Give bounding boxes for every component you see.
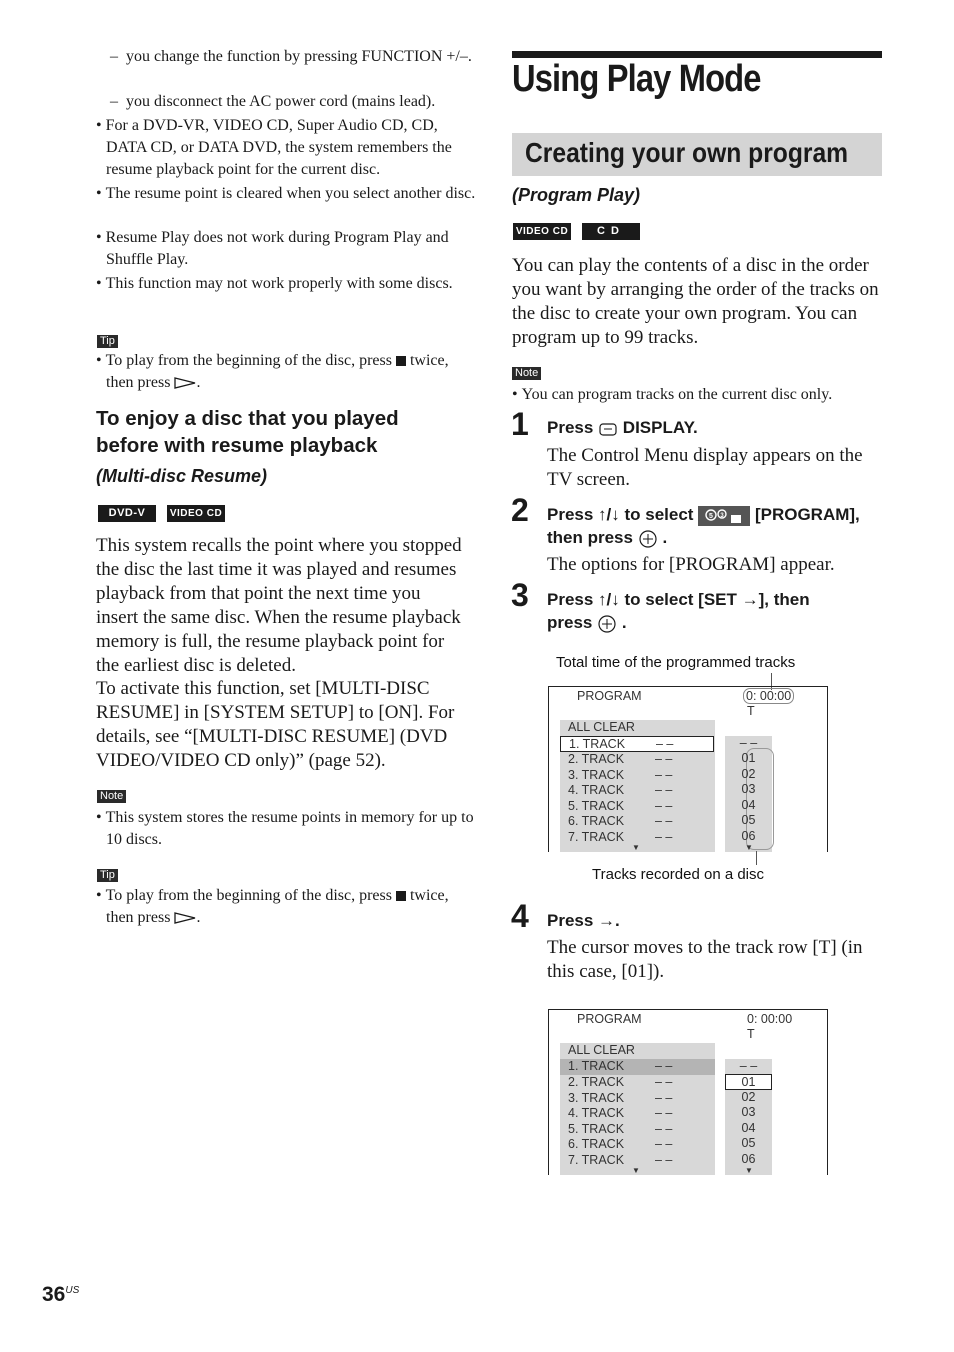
track-dash: – – xyxy=(655,752,673,766)
track-label: 4. TRACK xyxy=(568,1106,625,1120)
step-heading-text: [PROGRAM], xyxy=(754,505,860,524)
track-row[interactable] xyxy=(568,799,713,815)
tip-text: • To play from the beginning of the disc, press twice, then press . xyxy=(96,352,449,391)
track-number[interactable]: 03 xyxy=(741,782,756,796)
dash-item-text: you disconnect the AC power cord (mains lead). xyxy=(126,93,436,110)
track-number[interactable]: 05 xyxy=(741,813,756,827)
track-row[interactable] xyxy=(568,1075,713,1091)
paragraph: To activate this function, set [MULTI-DISC RESUME] in [SYSTEM SETUP] to [ON]. For details, see “[MULTI-DISC RESUME] (DVD VIDEO/VIDEO CD only)” (page 52). xyxy=(96,678,455,771)
track-number[interactable]: 03 xyxy=(741,1105,756,1119)
track-dash: – – xyxy=(655,767,673,782)
stop-icon xyxy=(396,356,406,366)
note-text: • You can program tracks on the current disc only. xyxy=(512,386,833,403)
bullet-text: Resume Play does not work during Program Play and Shuffle Play. xyxy=(105,229,449,268)
track-row[interactable] xyxy=(568,768,713,784)
track-number[interactable]: 02 xyxy=(741,1089,756,1104)
track-dash: – – xyxy=(655,1059,673,1073)
scroll-down-icon[interactable]: ▼ xyxy=(745,1166,753,1175)
track-dash: – – xyxy=(655,798,673,813)
step-heading: Press ↑/↓ to select 5 3 [PROGRAM], then press . xyxy=(547,505,860,547)
stop-icon xyxy=(396,891,406,901)
track-number[interactable]: 04 xyxy=(741,797,756,812)
video-cd-badge: VIDEO CD xyxy=(513,223,571,240)
callout-line xyxy=(756,851,757,865)
page-title: Using Play Mode xyxy=(512,58,761,100)
section-subtitle: (Multi-disc Resume) xyxy=(96,466,268,486)
track-list-panel xyxy=(560,1043,715,1175)
track-list-panel xyxy=(560,720,715,852)
step-heading xyxy=(547,416,887,439)
note-text-body: You can program tracks on the current disc only. xyxy=(521,386,833,403)
track-number[interactable]: 05 xyxy=(741,1136,756,1150)
bullet-item: • For a DVD-VR, VIDEO CD, Super Audio CD, CD, DATA CD, or DATA DVD, the system remembers the resume playback point for the current disc. xyxy=(96,117,452,178)
step-text: The Control Menu display appears on the TV screen. xyxy=(547,445,863,490)
track-dash: – – xyxy=(655,829,673,844)
note-label: Note xyxy=(512,367,541,380)
page-number xyxy=(42,1283,79,1307)
program-screen xyxy=(548,686,828,852)
dash-item-text: you change the function by pressing FUNCTION +/–. xyxy=(126,48,472,65)
tip-text: • To play from the beginning of the disc, press twice, then press . xyxy=(96,887,449,926)
page-number-suffix: US xyxy=(65,1285,80,1296)
step-heading-text: press xyxy=(547,613,593,632)
track-row[interactable] xyxy=(568,1122,713,1138)
paragraph: This system recalls the point where you stopped the disc the last time it was played and resumes playback from that point the next time you insert the same disc. When the resume playback memory is full, the resume playback point for the earliest disc is deleted. xyxy=(96,535,462,676)
track-label: 1. TRACK xyxy=(569,737,626,751)
track-label: 5. TRACK xyxy=(568,798,625,813)
track-dash: – – xyxy=(655,1090,673,1105)
tip-text-b: twice, then press xyxy=(106,352,449,391)
screen-title: PROGRAM xyxy=(577,689,642,703)
track-row[interactable] xyxy=(568,752,713,768)
track-label: 4. TRACK xyxy=(568,783,625,797)
scroll-down-icon[interactable]: ▼ xyxy=(745,843,753,852)
total-time: 0: 00:00 xyxy=(743,688,794,704)
track-row-highlighted[interactable] xyxy=(560,1059,715,1075)
track-dash: – – xyxy=(655,1121,673,1136)
step-number: 1 xyxy=(511,406,529,442)
play-icon xyxy=(174,377,196,389)
all-clear-row[interactable] xyxy=(568,1043,713,1059)
track-number[interactable]: 06 xyxy=(741,1151,756,1166)
bullet-text: For a DVD-VR, VIDEO CD, Super Audio CD, CD, DATA CD, or DATA DVD, the system remembers the resume playback point for the current disc. xyxy=(105,117,452,178)
all-clear-label: ALL CLEAR xyxy=(568,1043,635,1057)
track-label: 3. TRACK xyxy=(568,1090,625,1105)
track-number[interactable]: 04 xyxy=(741,1120,756,1135)
video-cd-badge: VIDEO CD xyxy=(167,505,225,522)
display-button-icon xyxy=(598,421,618,437)
track-label: 7. TRACK xyxy=(568,829,625,844)
track-dash: – – xyxy=(655,814,673,828)
program-menu-icon xyxy=(698,506,750,526)
total-time: 0: 00:00 xyxy=(747,1012,793,1026)
tip-text-b: twice, then press xyxy=(106,887,449,926)
track-dash: – – xyxy=(655,1137,673,1151)
scroll-down-icon[interactable]: ▼ xyxy=(632,843,640,852)
step-heading: Press →. xyxy=(547,911,620,930)
note-text-body: This system stores the resume points in memory for up to 10 discs. xyxy=(105,809,474,848)
track-label: 1. TRACK xyxy=(568,1059,625,1073)
track-label: 6. TRACK xyxy=(568,1137,625,1151)
screen-title: PROGRAM xyxy=(577,1012,642,1026)
track-row[interactable] xyxy=(568,1091,713,1107)
disc-track-panel xyxy=(725,1059,772,1175)
enter-button-icon xyxy=(597,614,617,634)
tip-text-a: To play from the beginning of the disc, press xyxy=(105,352,392,369)
section-subtitle: (Program Play) xyxy=(512,185,641,205)
track-row[interactable] xyxy=(568,1153,713,1169)
program-screen xyxy=(548,1009,828,1175)
track-row[interactable] xyxy=(568,1106,713,1122)
step-heading-text: Press ↑/↓ to select xyxy=(547,505,694,524)
dash-item: – you change the function by pressing FUNCTION +/–. xyxy=(110,48,472,65)
bullet-item: • This function may not work properly with some discs. xyxy=(96,275,453,292)
track-label: 2. TRACK xyxy=(568,1075,625,1089)
intro-paragraph: You can play the contents of a disc in the order you want by arranging the order of the tracks on the disc to create your own program. You can program up to 99 tracks. xyxy=(512,255,879,348)
cd-badge: CD xyxy=(582,223,640,240)
track-row[interactable] xyxy=(568,830,713,846)
step-number: 3 xyxy=(511,577,529,613)
track-number[interactable]: 02 xyxy=(741,766,756,781)
track-number-empty[interactable]: – – xyxy=(739,1059,758,1073)
tip-label: Tip xyxy=(97,335,118,348)
section-heading: To enjoy a disc that you played before with resume playback xyxy=(96,407,399,457)
disc-track-panel xyxy=(725,736,772,852)
note-label: Note xyxy=(97,790,126,803)
dash-item: – you disconnect the AC power cord (mains lead). xyxy=(110,93,436,110)
step-heading-text: Press xyxy=(547,418,594,437)
step-heading-text: DISPLAY. xyxy=(622,418,698,437)
all-clear-row[interactable] xyxy=(568,720,713,736)
step-heading-text: then press xyxy=(547,528,633,547)
track-number-empty[interactable]: – – xyxy=(739,736,758,750)
note-text: • This system stores the resume points in memory for up to 10 discs. xyxy=(96,809,474,848)
step-heading: Press ↑/↓ to select [SET →], then press . xyxy=(547,590,810,632)
play-icon xyxy=(174,912,196,924)
track-dash: – – xyxy=(655,1106,673,1120)
track-dash: – – xyxy=(655,783,673,797)
svg-text:3: 3 xyxy=(720,512,724,519)
track-label: 6. TRACK xyxy=(568,814,625,828)
bullet-item: • The resume point is cleared when you select another disc. xyxy=(96,185,476,202)
track-label: 2. TRACK xyxy=(568,752,625,766)
track-dash: – – xyxy=(655,1075,673,1089)
track-row[interactable] xyxy=(568,814,713,830)
track-dash: – – xyxy=(655,1152,673,1167)
callout-disc-tracks: Tracks recorded on a disc xyxy=(592,866,765,883)
track-row-selected[interactable] xyxy=(560,736,714,752)
callout-total-time: Total time of the programmed tracks xyxy=(556,654,796,671)
page-number-value: 36 xyxy=(42,1283,66,1306)
track-label: 5. TRACK xyxy=(568,1121,625,1136)
step-number: 4 xyxy=(511,898,529,934)
section-title: Creating your own program xyxy=(525,137,849,168)
bullet-text: The resume point is cleared when you select another disc. xyxy=(105,185,476,202)
track-column-label: T xyxy=(747,704,755,718)
tip-label: Tip xyxy=(97,869,118,882)
tip-text-a: To play from the beginning of the disc, press xyxy=(105,887,392,904)
svg-text:5: 5 xyxy=(709,512,714,520)
track-label: 7. TRACK xyxy=(568,1152,625,1167)
bullet-text: This function may not work properly with some discs. xyxy=(105,275,453,292)
all-clear-label: ALL CLEAR xyxy=(568,720,635,734)
scroll-down-icon[interactable]: ▼ xyxy=(632,1166,640,1175)
dvd-v-badge: DVD-V xyxy=(98,505,156,522)
title-rule xyxy=(512,51,882,58)
track-row[interactable] xyxy=(568,1137,713,1153)
track-row[interactable] xyxy=(568,783,713,799)
track-number-selected[interactable]: 01 xyxy=(725,1074,772,1090)
track-label: 3. TRACK xyxy=(568,767,625,782)
enter-button-icon xyxy=(638,529,658,549)
bullet-item: • Resume Play does not work during Program Play and Shuffle Play. xyxy=(96,229,449,268)
track-dash: – – xyxy=(656,737,674,751)
track-number[interactable]: 06 xyxy=(741,828,756,843)
step-text: The options for [PROGRAM] appear. xyxy=(547,554,835,575)
step-text: The cursor moves to the track row [T] (in this case, [01]). xyxy=(547,937,863,982)
track-number[interactable]: 01 xyxy=(741,751,756,765)
track-column-label: T xyxy=(747,1027,755,1041)
step-number: 2 xyxy=(511,492,529,528)
step-heading-text: Press ↑/↓ to select [SET →], then xyxy=(547,590,810,609)
